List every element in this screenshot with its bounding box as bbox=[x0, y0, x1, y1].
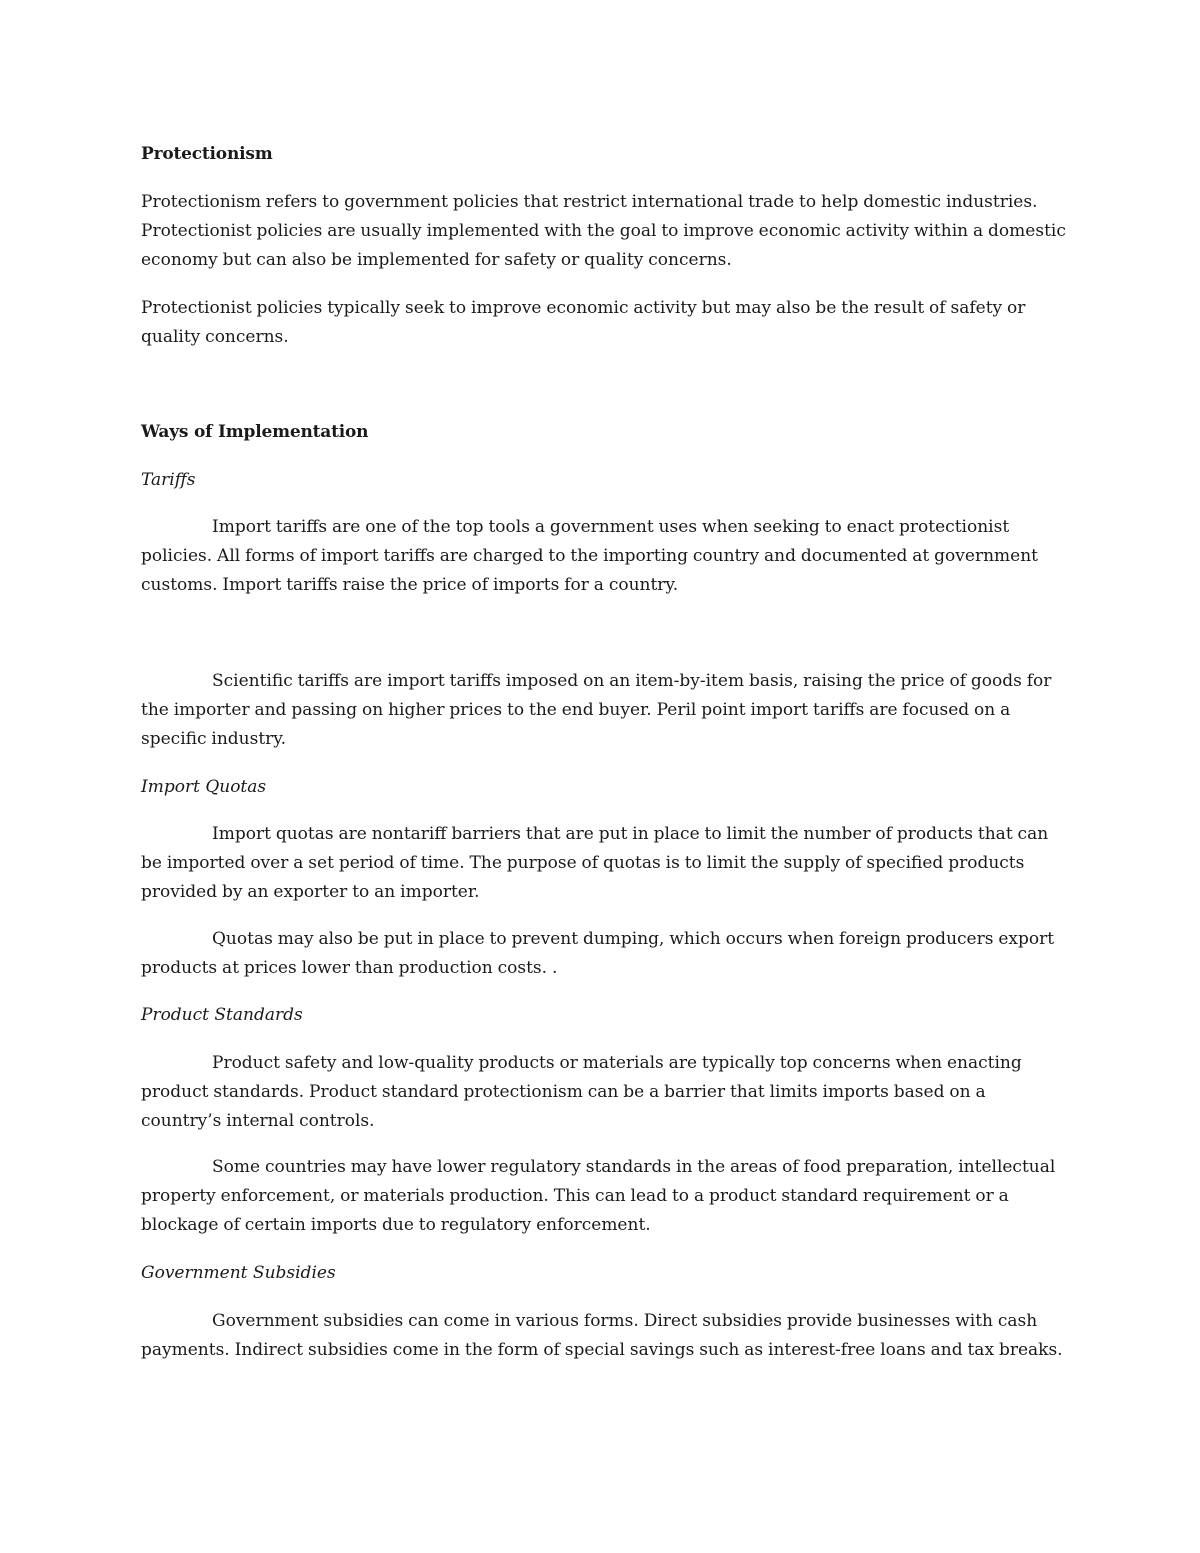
import-quotas-paragraph-1: Import quotas are nontariff barriers that are put in place to limit the number of products that can be imported over a set period of time. The purpose of quotas is to limit the supply of specified products provided by an exporter to an importer. bbox=[141, 824, 1049, 902]
tariffs-paragraph-1: Import tariffs are one of the top tools a government uses when seeking to enact protectionist policies. All forms of import tariffs are charged to the importing country and documented at government customs. Import tariffs raise the price of imports for a country. bbox=[141, 517, 1038, 595]
import-quotas-paragraph-2: Quotas may also be put in place to prevent dumping, which occurs when foreign producers export products at prices lower than production costs. . bbox=[141, 929, 1055, 978]
subheading-import-quotas: Import Quotas bbox=[141, 777, 267, 797]
intro-paragraph-1: Protectionism refers to government policies that restrict international trade to help domestic industries. Protectionist policies are usually implemented with the goal to improve economic activity within a domestic economy but can also be implemented for safety or quality concerns. bbox=[141, 192, 1066, 270]
product-standards-paragraph-1: Product safety and low-quality products or materials are typically top concerns when enacting product standards. Product standard protectionism can be a barrier that limits imports based on a country’s internal controls. bbox=[141, 1053, 1022, 1131]
intro-paragraph-2: Protectionist policies typically seek to improve economic activity but may also be the result of safety or quality concerns. bbox=[141, 298, 1026, 347]
subheading-tariffs: Tariffs bbox=[141, 470, 196, 490]
tariffs-paragraph-2: Scientific tariffs are import tariffs imposed on an item-by-item basis, raising the price of goods for the importer and passing on higher prices to the end buyer. Peril point import tariffs are focused on a specific industry. bbox=[141, 671, 1052, 749]
government-subsidies-paragraph-1: Government subsidies can come in various forms. Direct subsidies provide businesses with cash payments. Indirect subsidies come in the form of special savings such as interest-free loans and tax breaks. bbox=[141, 1311, 1063, 1360]
section-heading-ways-of-implementation: Ways of Implementation bbox=[141, 422, 369, 442]
subheading-government-subsidies: Government Subsidies bbox=[141, 1263, 336, 1283]
product-standards-paragraph-2: Some countries may have lower regulatory standards in the areas of food preparation, intellectual property enforcement, or materials production. This can lead to a product standard requirement or a blockage of certain imports due to regulatory enforcement. bbox=[141, 1157, 1056, 1235]
document-title: Protectionism bbox=[141, 144, 273, 164]
subheading-product-standards: Product Standards bbox=[141, 1005, 303, 1025]
